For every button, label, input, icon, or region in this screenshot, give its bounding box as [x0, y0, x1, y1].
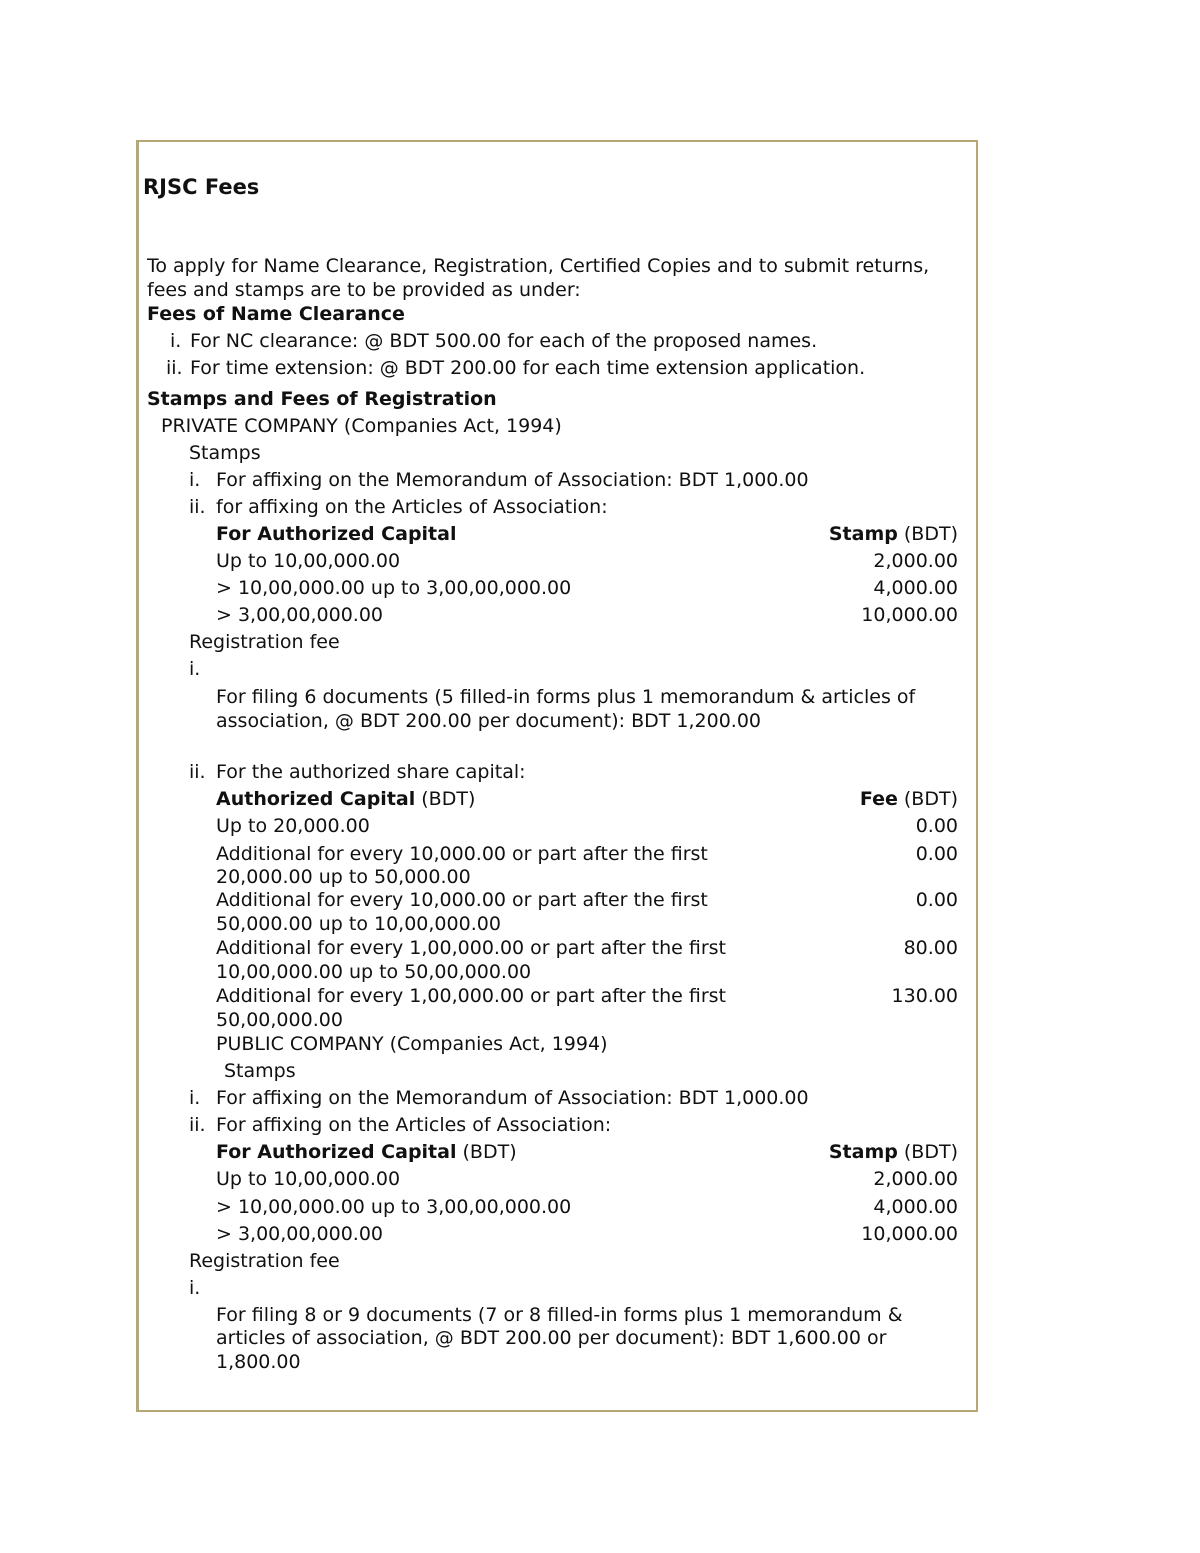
public-col2-bold: Stamp	[828, 1141, 898, 1163]
public-fee-i-num: i.	[189, 1277, 201, 1299]
private-fee-i-line-1: For filing 6 documents (5 filled-in forms plus 1 memorandum & articles of	[216, 686, 916, 708]
private-fee-ii-num: ii.	[189, 761, 206, 783]
private-stamp-table-col2	[829, 522, 958, 546]
private-fee-i-num: i.	[189, 658, 201, 680]
public-col1-bold: For Authorized Capital	[216, 1141, 457, 1163]
table-row: Additional for every 10,000.00 or part after the first	[216, 889, 708, 911]
table-cell-value: 4,000.00	[873, 1196, 958, 1218]
table-cell-value: 0.00	[915, 843, 958, 865]
private-stamp-item-1-text: For affixing on the Memorandum of Association: BDT 1,000.00	[216, 469, 809, 491]
public-stamp-item-2-text: For affixing on the Articles of Association:	[216, 1114, 612, 1136]
private-stamps-label: Stamps	[189, 442, 261, 464]
private-stamp-table-col1: For Authorized Capital	[216, 523, 457, 545]
page-title: RJSC Fees	[143, 175, 260, 199]
private-stamp-item-2-text: for affixing on the Articles of Association:	[216, 496, 608, 518]
private-stamp-col2-rest: (BDT)	[897, 523, 958, 545]
table-row: > 3,00,00,000.00	[216, 604, 384, 626]
table-cell-value: 4,000.00	[873, 577, 958, 599]
intro-line-2: fees and stamps are to be provided as under:	[147, 279, 581, 301]
private-fee-table-col2	[860, 787, 958, 811]
table-cell-value: 10,000.00	[861, 604, 958, 626]
public-col2-rest: (BDT)	[897, 1141, 958, 1163]
nc-item-1-num: i.	[170, 330, 182, 352]
table-cell-value: 0.00	[915, 889, 958, 911]
table-row: Up to 10,00,000.00	[216, 1168, 401, 1190]
public-col1-rest: (BDT)	[456, 1141, 517, 1163]
table-row-cont: 50,000.00 up to 10,00,000.00	[216, 913, 501, 935]
nc-item-2-num: ii.	[166, 357, 183, 379]
nc-item-2-text: For time extension: @ BDT 200.00 for each time extension application.	[190, 357, 866, 379]
private-reg-fee-label: Registration fee	[189, 631, 340, 653]
table-row: Up to 10,00,000.00	[216, 550, 401, 572]
registration-heading: Stamps and Fees of Registration	[147, 388, 497, 410]
intro-line-1: To apply for Name Clearance, Registration, Certified Copies and to submit returns,	[147, 255, 930, 277]
table-cell-value: 10,000.00	[861, 1223, 958, 1245]
table-cell-value: 2,000.00	[873, 1168, 958, 1190]
public-fee-i-line-2: articles of association, @ BDT 200.00 per document): BDT 1,600.00 or	[216, 1327, 887, 1349]
fee-col1-bold: Authorized Capital	[216, 788, 416, 810]
private-stamp-item-1-num: i.	[189, 469, 201, 491]
table-cell-value: 2,000.00	[873, 550, 958, 572]
table-row-cont: 10,00,000.00 up to 50,00,000.00	[216, 961, 532, 983]
table-row-cont: 20,000.00 up to 50,000.00	[216, 866, 471, 888]
table-cell-value: 0.00	[915, 815, 958, 837]
public-reg-fee-label: Registration fee	[189, 1250, 340, 1272]
public-company-label: PUBLIC COMPANY (Companies Act, 1994)	[216, 1033, 608, 1055]
table-row: Additional for every 10,000.00 or part after the first	[216, 843, 708, 865]
table-row: > 10,00,000.00 up to 3,00,00,000.00	[216, 1196, 572, 1218]
table-cell-value: 80.00	[903, 937, 958, 959]
public-stamp-item-2-num: ii.	[189, 1114, 206, 1136]
table-row-cont: 50,00,000.00	[216, 1009, 343, 1031]
public-stamp-item-1-text: For affixing on the Memorandum of Association: BDT 1,000.00	[216, 1087, 809, 1109]
table-row: > 10,00,000.00 up to 3,00,00,000.00	[216, 577, 572, 599]
table-row: Up to 20,000.00	[216, 815, 370, 837]
public-fee-i-line-3: 1,800.00	[216, 1351, 301, 1373]
public-stamp-table-col2	[829, 1140, 958, 1164]
public-fee-i-line-1: For filing 8 or 9 documents (7 or 8 filled-in forms plus 1 memorandum &	[216, 1304, 903, 1326]
private-stamp-item-2-num: ii.	[189, 496, 206, 518]
private-company-label: PRIVATE COMPANY (Companies Act, 1994)	[161, 415, 562, 437]
private-fee-table-col1	[216, 787, 475, 811]
fee-col2-rest: (BDT)	[897, 788, 958, 810]
private-fee-i-line-2: association, @ BDT 200.00 per document): BDT 1,200.00	[216, 710, 762, 732]
fee-col2-bold: Fee	[859, 788, 898, 810]
fee-col1-rest: (BDT)	[415, 788, 476, 810]
public-stamp-table-col1	[216, 1140, 517, 1164]
name-clearance-heading: Fees of Name Clearance	[147, 303, 405, 325]
public-stamp-item-1-num: i.	[189, 1087, 201, 1109]
table-row: Additional for every 1,00,000.00 or part after the first	[216, 985, 726, 1007]
public-stamps-label: Stamps	[224, 1060, 296, 1082]
private-fee-ii-text: For the authorized share capital:	[216, 761, 526, 783]
table-cell-value: 130.00	[891, 985, 958, 1007]
table-row: Additional for every 1,00,000.00 or part after the first	[216, 937, 726, 959]
nc-item-1-text: For NC clearance: @ BDT 500.00 for each of the proposed names.	[190, 330, 818, 352]
private-stamp-col2-bold: Stamp	[828, 523, 898, 545]
table-row: > 3,00,00,000.00	[216, 1223, 384, 1245]
